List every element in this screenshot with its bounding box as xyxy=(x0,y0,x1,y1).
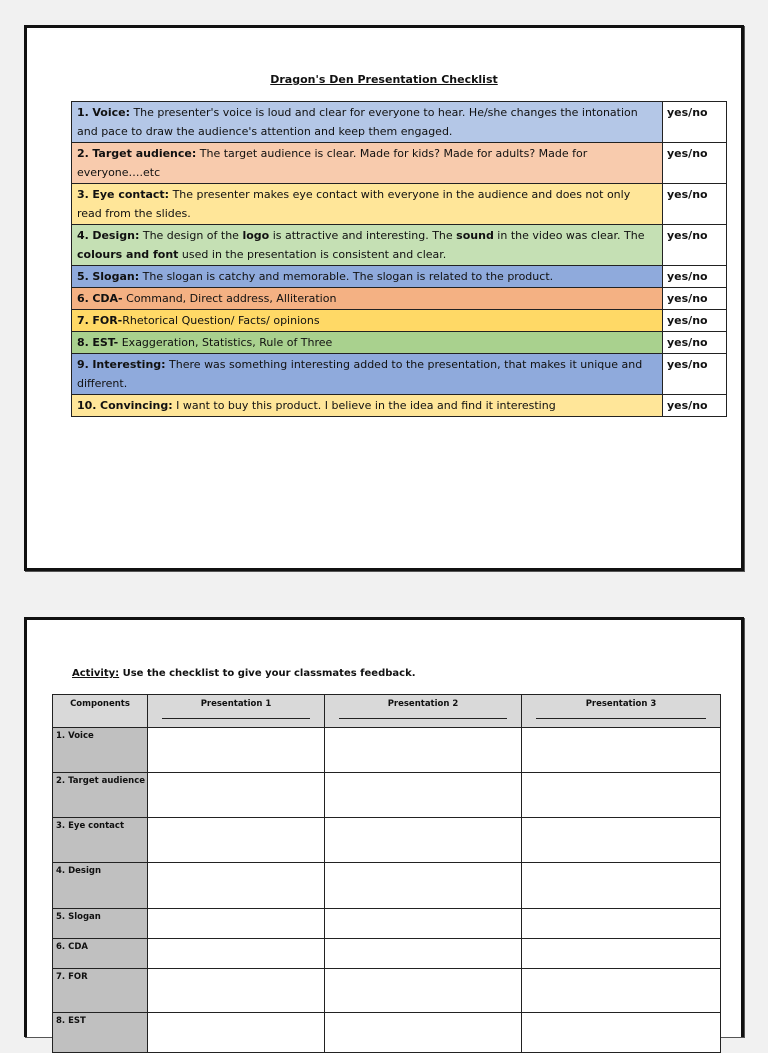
row-label: Target audience: xyxy=(92,147,197,160)
component-label: 3. Eye contact xyxy=(53,818,148,863)
feedback-cell[interactable] xyxy=(148,773,325,818)
row-text-bold: logo xyxy=(242,229,270,242)
row-number: 5. xyxy=(77,270,89,283)
feedback-row-cda xyxy=(53,939,721,969)
component-label: 8. EST xyxy=(53,1013,148,1053)
row-text: There was something interesting added to the presentation, that makes it unique and different. xyxy=(77,358,643,390)
feedback-cell[interactable] xyxy=(148,863,325,909)
row-number: 7. xyxy=(77,314,89,327)
answer-yes-no: yes/no xyxy=(663,354,727,395)
answer-yes-no: yes/no xyxy=(663,184,727,225)
feedback-cell[interactable] xyxy=(325,773,522,818)
checklist-description xyxy=(72,332,663,354)
row-number: 6. xyxy=(77,292,89,305)
feedback-row-voice xyxy=(53,728,721,773)
header-presentation-3 xyxy=(522,695,721,728)
name-blank-line[interactable] xyxy=(536,718,706,719)
feedback-row-design xyxy=(53,863,721,909)
feedback-cell[interactable] xyxy=(325,939,522,969)
feedback-cell[interactable] xyxy=(148,969,325,1013)
row-text: The target audience is clear. Made for kids? Made for adults? Made for everyone….etc xyxy=(77,147,588,179)
checklist-description xyxy=(72,184,663,225)
component-label: 4. Design xyxy=(53,863,148,909)
row-text: The presenter's voice is loud and clear for everyone to hear. He/she changes the intonation and pace to draw the audience's attention and keep them engaged. xyxy=(77,106,638,138)
header-presentation-1 xyxy=(148,695,325,728)
feedback-cell[interactable] xyxy=(148,818,325,863)
component-label: 5. Slogan xyxy=(53,909,148,939)
answer-yes-no: yes/no xyxy=(663,288,727,310)
checklist-row-eye-contact xyxy=(72,184,727,225)
header-label: Presentation 2 xyxy=(387,699,459,709)
header-label: Components xyxy=(70,699,130,709)
feedback-row-est xyxy=(53,1013,721,1053)
feedback-cell[interactable] xyxy=(325,969,522,1013)
answer-yes-no: yes/no xyxy=(663,143,727,184)
feedback-cell[interactable] xyxy=(522,818,721,863)
checklist-title: Dragon's Den Presentation Checklist xyxy=(270,73,498,86)
row-label: FOR- xyxy=(92,314,123,327)
row-label: Slogan: xyxy=(92,270,140,283)
feedback-cell[interactable] xyxy=(148,939,325,969)
answer-yes-no: yes/no xyxy=(663,102,727,143)
feedback-cell[interactable] xyxy=(522,939,721,969)
feedback-cell[interactable] xyxy=(325,863,522,909)
activity-label: Activity: xyxy=(72,668,120,679)
row-text: The slogan is catchy and memorable. The slogan is related to the product. xyxy=(139,270,554,283)
checklist-description xyxy=(72,266,663,288)
answer-yes-no: yes/no xyxy=(663,332,727,354)
component-label: 7. FOR xyxy=(53,969,148,1013)
checklist-description xyxy=(72,310,663,332)
feedback-cell[interactable] xyxy=(522,1013,721,1053)
checklist-row-slogan xyxy=(72,266,727,288)
checklist-row-cda xyxy=(72,288,727,310)
row-label: Eye contact: xyxy=(92,188,170,201)
feedback-cell[interactable] xyxy=(522,863,721,909)
row-text: used in the presentation is consistent and clear. xyxy=(178,248,447,261)
row-text: Command, Direct address, Alliteration xyxy=(122,292,337,305)
feedback-cell[interactable] xyxy=(325,1013,522,1053)
feedback-cell[interactable] xyxy=(148,909,325,939)
feedback-table xyxy=(52,694,721,1053)
row-text-bold: colours and font xyxy=(77,248,179,261)
row-text: The design of the xyxy=(139,229,243,242)
answer-yes-no: yes/no xyxy=(663,225,727,266)
row-label: Interesting: xyxy=(92,358,166,371)
activity-text: Use the checklist to give your classmates feedback. xyxy=(119,668,416,679)
activity-page xyxy=(24,617,744,1037)
checklist-description xyxy=(72,288,663,310)
checklist-row-interesting xyxy=(72,354,727,395)
row-number: 9. xyxy=(77,358,89,371)
header-label: Presentation 1 xyxy=(200,699,272,709)
checklist-row-convincing xyxy=(72,395,727,417)
checklist-row-for xyxy=(72,310,727,332)
feedback-cell[interactable] xyxy=(148,728,325,773)
header-components xyxy=(53,695,148,728)
row-label: Design: xyxy=(92,229,140,242)
checklist-description xyxy=(72,102,663,143)
row-number: 3. xyxy=(77,188,89,201)
row-text: I want to buy this product. I believe in the idea and find it interesting xyxy=(172,399,556,412)
header-presentation-2 xyxy=(325,695,522,728)
feedback-row-for xyxy=(53,969,721,1013)
checklist-row-voice xyxy=(72,102,727,143)
feedback-cell[interactable] xyxy=(325,909,522,939)
feedback-cell[interactable] xyxy=(148,1013,325,1053)
row-label: CDA- xyxy=(92,292,123,305)
row-label: EST- xyxy=(92,336,119,349)
row-text: in the video was clear. The xyxy=(493,229,645,242)
feedback-cell[interactable] xyxy=(522,773,721,818)
row-text-bold: sound xyxy=(456,229,494,242)
row-text: Exaggeration, Statistics, Rule of Three xyxy=(118,336,333,349)
checklist-description xyxy=(72,395,663,417)
feedback-cell[interactable] xyxy=(522,909,721,939)
answer-yes-no: yes/no xyxy=(663,310,727,332)
row-number: 10. xyxy=(77,399,97,412)
row-text: is attractive and interesting. The xyxy=(269,229,457,242)
checklist-description xyxy=(72,225,663,266)
feedback-cell[interactable] xyxy=(522,728,721,773)
checklist-row-est xyxy=(72,332,727,354)
header-label: Presentation 3 xyxy=(585,699,657,709)
checklist-description xyxy=(72,354,663,395)
checklist-page xyxy=(24,25,744,571)
component-label: 2. Target audience xyxy=(53,773,148,818)
feedback-row-slogan xyxy=(53,909,721,939)
row-label: Voice: xyxy=(92,106,130,119)
feedback-cell[interactable] xyxy=(325,818,522,863)
feedback-row-eye-contact xyxy=(53,818,721,863)
row-text: The presenter makes eye contact with everyone in the audience and does not only read from the slides. xyxy=(77,188,631,220)
row-number: 4. xyxy=(77,229,89,242)
component-label: 6. CDA xyxy=(53,939,148,969)
activity-instructions xyxy=(72,668,416,679)
name-blank-line[interactable] xyxy=(162,718,310,719)
feedback-header-row xyxy=(53,695,721,728)
row-number: 2. xyxy=(77,147,89,160)
component-label: 1. Voice xyxy=(53,728,148,773)
checklist-row-design xyxy=(72,225,727,266)
feedback-cell[interactable] xyxy=(325,728,522,773)
answer-yes-no: yes/no xyxy=(663,266,727,288)
row-number: 8. xyxy=(77,336,89,349)
row-number: 1. xyxy=(77,106,89,119)
answer-yes-no: yes/no xyxy=(663,395,727,417)
feedback-cell[interactable] xyxy=(522,969,721,1013)
checklist-row-target-audience xyxy=(72,143,727,184)
checklist-table xyxy=(71,101,727,417)
row-text: Rhetorical Question/ Facts/ opinions xyxy=(122,314,320,327)
checklist-description xyxy=(72,143,663,184)
name-blank-line[interactable] xyxy=(339,718,507,719)
feedback-row-target-audience xyxy=(53,773,721,818)
row-label: Convincing: xyxy=(100,399,173,412)
